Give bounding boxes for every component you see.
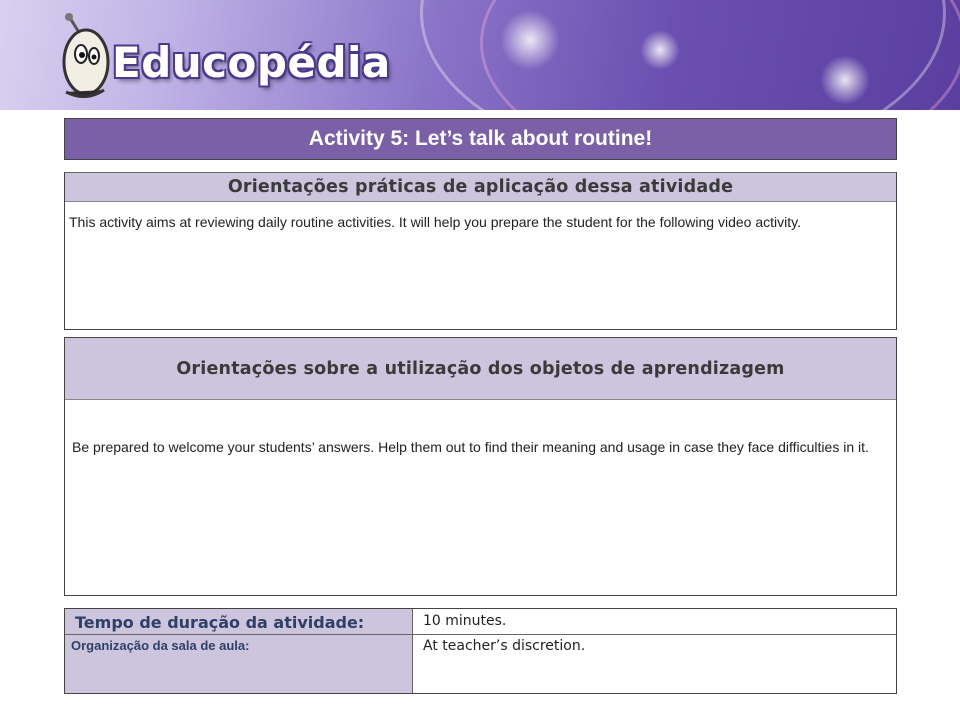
mascot-icon xyxy=(56,12,112,98)
banner-glow xyxy=(640,30,680,70)
banner-glow xyxy=(820,55,870,105)
duration-label: Tempo de duração da atividade: xyxy=(65,609,413,634)
organization-label: Organização da sala de aula: xyxy=(65,635,413,693)
banner-glow xyxy=(500,10,560,70)
section-text: This activity aims at reviewing daily routine activities. It will help you prepare the student for the following video activity. xyxy=(69,214,801,230)
duration-row xyxy=(65,609,896,635)
section-heading: Orientações práticas de aplicação dessa atividade xyxy=(65,172,896,202)
duration-value: 10 minutes. xyxy=(423,613,507,629)
organization-row xyxy=(65,635,896,693)
section-text: Be prepared to welcome your students’ answers. Help them out to find their meaning and usage in case they face difficulties in it. xyxy=(72,439,869,455)
section-heading: Orientações sobre a utilização dos objetos de aprendizagem xyxy=(65,338,896,400)
organization-value: At teacher’s discretion. xyxy=(423,638,586,654)
brand-logo-text: Educopédia xyxy=(112,38,391,87)
section-practical-guidance xyxy=(64,172,897,330)
details-table xyxy=(64,608,897,694)
section-learning-objects xyxy=(64,337,897,596)
activity-title: Activity 5: Let’s talk about routine! xyxy=(64,118,897,160)
header-banner xyxy=(0,0,960,110)
